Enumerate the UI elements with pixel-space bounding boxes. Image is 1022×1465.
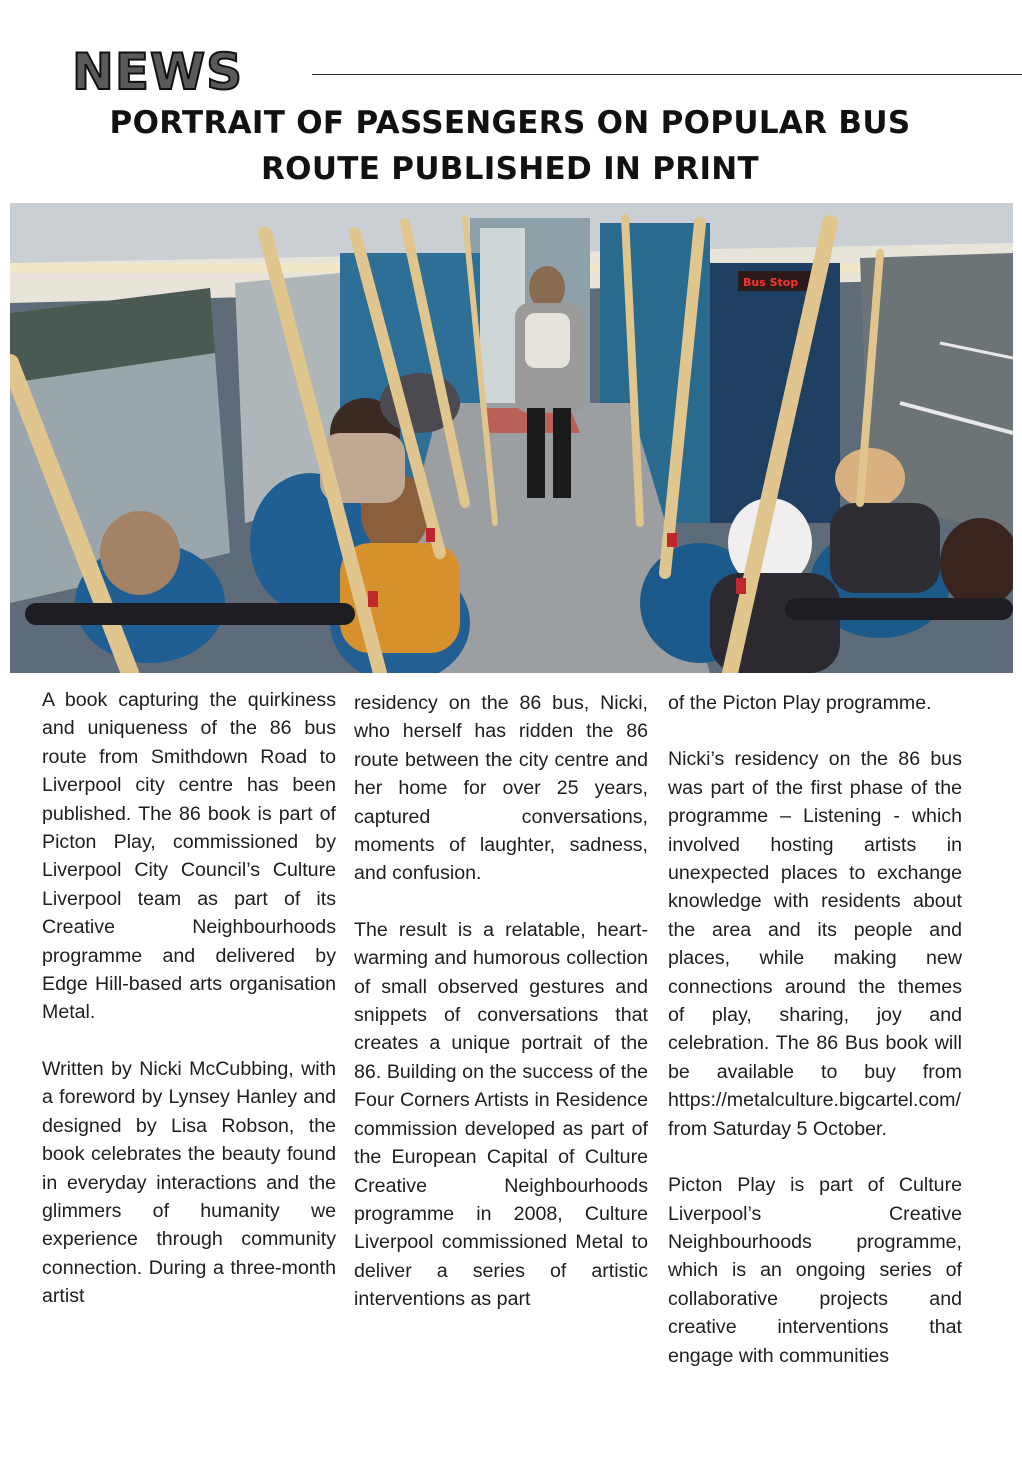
paragraph: Nicki’s residency on the 86 bus was part of the first phase of the programme – Listening - which involved hosting artists in unexpected places to exchange knowledge with residents about the area and its people and places, while making new connections around the themes of play, sharing, joy and celebration. The 86 Bus book will be available to buy from https://metalculture.bigcartel.com/ from Saturday 5 October.: [668, 748, 962, 1140]
headline: PORTRAIT OF PASSENGERS ON POPULAR BUS ROUTE PUBLISHED IN PRINT: [109, 105, 911, 187]
bus-interior-photo: [10, 203, 1013, 673]
paragraph: A book capturing the quirkiness and uniqueness of the 86 bus route from Smithdown Road to Liverpool city centre has been published. The 86 book is part of Picton Play, commissioned by Liverpool City Council’s Culture Liverpool team as part of its Creative Neighbourhoods programme and delivered by Edge Hill-based arts organisation Metal.: [42, 689, 336, 1024]
bus-stop-sign: Bus Stop: [743, 276, 799, 289]
paragraph: Picton Play is part of Culture Liverpool’s Creative Neighbourhoods programme, which is an ongoing series of collaborative projects and creative interventions that engage with communities: [668, 1174, 962, 1367]
article-column-1: [42, 686, 336, 1339]
article-column-3: [668, 689, 962, 1398]
paragraph: of the Picton Play programme.: [668, 692, 932, 714]
paragraph: The result is a relatable, heart-warming and humorous collection of small observed gestures and snippets of conversations that creates a unique portrait of the 86. Building on the success of the Four Corners Artists in Residence commission developed as part of the European Capital of Culture Creative Neighbourhoods programme in 2008, Culture Liverpool commissioned Metal to deliver a series of artistic interventions as part: [354, 918, 648, 1311]
article-column-2: [354, 689, 648, 1342]
header-divider: [312, 74, 1022, 75]
paragraph: residency on the 86 bus, Nicki, who herself has ridden the 86 route between the city centre and her home for over 25 years, captured conversations, moments of laughter, sadness, and confusion.: [354, 692, 648, 885]
paragraph: Written by Nicki McCubbing, with a foreword by Lynsey Hanley and designed by Lisa Robson, the book celebrates the beauty found in everyday interactions and the glimmers of humanity we experience through community connection. During a three-month artist: [42, 1057, 336, 1308]
bus-interior-illustration: [10, 203, 1013, 673]
news-header: [72, 44, 1022, 100]
section-label: NEWS: [72, 43, 244, 101]
article-body: [42, 686, 984, 1426]
